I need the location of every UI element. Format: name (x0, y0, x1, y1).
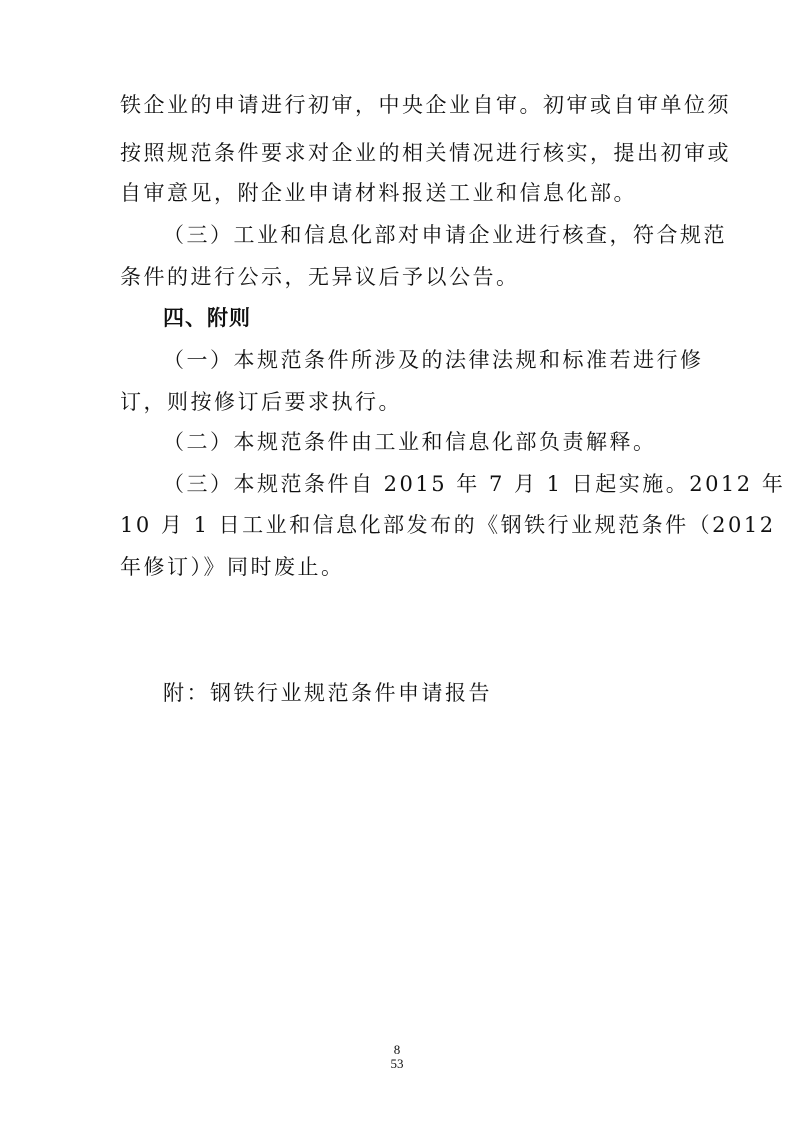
paragraph-three-line-2: 条件的进行公示，无异议后予以公告。 (120, 265, 520, 289)
clause-one-line-2: 订，则按修订后要求执行。 (120, 390, 402, 414)
page-number: 8 (393, 1042, 401, 1057)
clause-three-line-3: 年修订）》同时废止。 (120, 555, 345, 579)
section-heading-appendix: 四、附则 (163, 306, 251, 330)
clause-one-line-1: （一）本规范条件所涉及的法律法规和标准若进行修 (163, 348, 704, 372)
body-line-2: 按照规范条件要求对企业的相关情况进行核实，提出初审或 (120, 141, 731, 165)
body-line-3: 自审意见，附企业申请材料报送工业和信息化部。 (120, 181, 637, 205)
attachment-note: 附：钢铁行业规范条件申请报告 (163, 681, 492, 705)
clause-two: （二）本规范条件由工业和信息化部负责解释。 (163, 430, 657, 454)
body-line-1: 铁企业的申请进行初审，中央企业自审。初审或自审单位须 (120, 93, 731, 117)
clause-three-line-1: （三）本规范条件自 2015 年 7 月 1 日起实施。2012 年 (163, 472, 786, 496)
document-page-number: 53 (390, 1056, 404, 1071)
clause-three-line-2: 10 月 1 日工业和信息化部发布的《钢铁行业规范条件（2012 (120, 513, 776, 537)
paragraph-three-line-1: （三）工业和信息化部对申请企业进行核查，符合规范 (163, 223, 727, 247)
